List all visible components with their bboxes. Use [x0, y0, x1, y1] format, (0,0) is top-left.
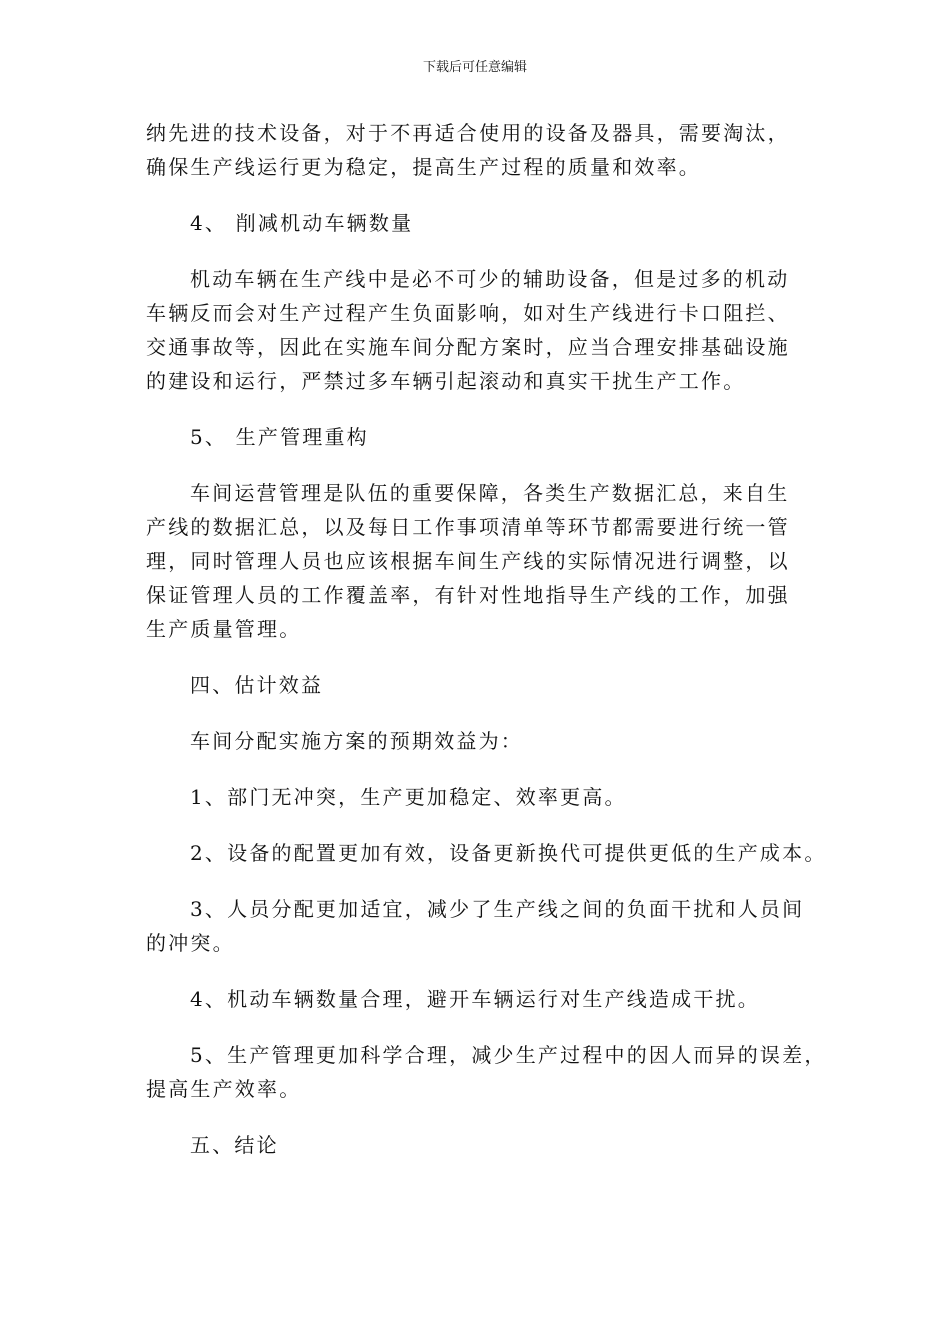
text-line: 机动车辆在生产线中是必不可少的辅助设备，但是过多的机动 — [190, 267, 790, 291]
paragraph — [146, 724, 826, 758]
text-line: 四、估计效益 — [190, 673, 324, 697]
text-line: 4、机动车辆数量合理，避开车辆运行对生产线造成干扰。 — [190, 987, 760, 1011]
text-line: 生产质量管理。 — [146, 617, 302, 641]
text-line: 5、生产管理更加科学合理，减少生产过程中的因人而异的误差， — [190, 1043, 827, 1067]
text-line: 确保生产线运行更为稳定，提高生产过程的质量和效率。 — [146, 155, 701, 179]
paragraph-continuation — [146, 116, 826, 184]
list-item — [146, 982, 826, 1016]
text-line: 3、人员分配更加适宜，减少了生产线之间的负面干扰和人员间 — [190, 897, 805, 921]
text-line: 车辆反而会对生产过程产生负面影响，如对生产线进行卡口阻拦、 — [146, 301, 790, 325]
text-line: 车间运营管理是队伍的重要保障，各类生产数据汇总，来自生 — [190, 481, 790, 505]
text-line: 五、结论 — [190, 1133, 279, 1157]
section-heading — [146, 1128, 826, 1162]
list-item — [146, 836, 826, 870]
text-line: 理，同时管理人员也应该根据车间生产线的实际情况进行调整，以 — [146, 549, 790, 573]
text-line: 的冲突。 — [146, 931, 235, 955]
list-item — [146, 892, 826, 960]
text-line: 2、设备的配置更加有效，设备更新换代可提供更低的生产成本。 — [190, 841, 827, 865]
text-line: 提高生产效率。 — [146, 1077, 302, 1101]
text-line: 的建设和运行，严禁过多车辆引起滚动和真实干扰生产工作。 — [146, 369, 746, 393]
section-heading — [146, 206, 826, 240]
paragraph — [146, 476, 826, 646]
page-header: 下载后可任意编辑 — [422, 60, 527, 75]
document-body — [146, 116, 826, 1162]
text-line: 保证管理人员的工作覆盖率，有针对性地指导生产线的工作，加强 — [146, 583, 790, 607]
text-line: 4、 削减机动车辆数量 — [190, 211, 414, 235]
list-item — [146, 780, 826, 814]
text-line: 纳先进的技术设备，对于不再适合使用的设备及器具，需要淘汰， — [146, 121, 790, 145]
text-line: 1、部门无冲突，生产更加稳定、效率更高。 — [190, 785, 627, 809]
paragraph — [146, 262, 826, 398]
section-heading — [146, 668, 826, 702]
list-item — [146, 1038, 826, 1106]
text-line: 交通事故等，因此在实施车间分配方案时，应当合理安排基础设施 — [146, 335, 790, 359]
text-line: 产线的数据汇总，以及每日工作事项清单等环节都需要进行统一管 — [146, 515, 790, 539]
section-heading — [146, 420, 826, 454]
text-line: 车间分配实施方案的预期效益为： — [190, 729, 523, 753]
text-line: 5、 生产管理重构 — [190, 425, 369, 449]
